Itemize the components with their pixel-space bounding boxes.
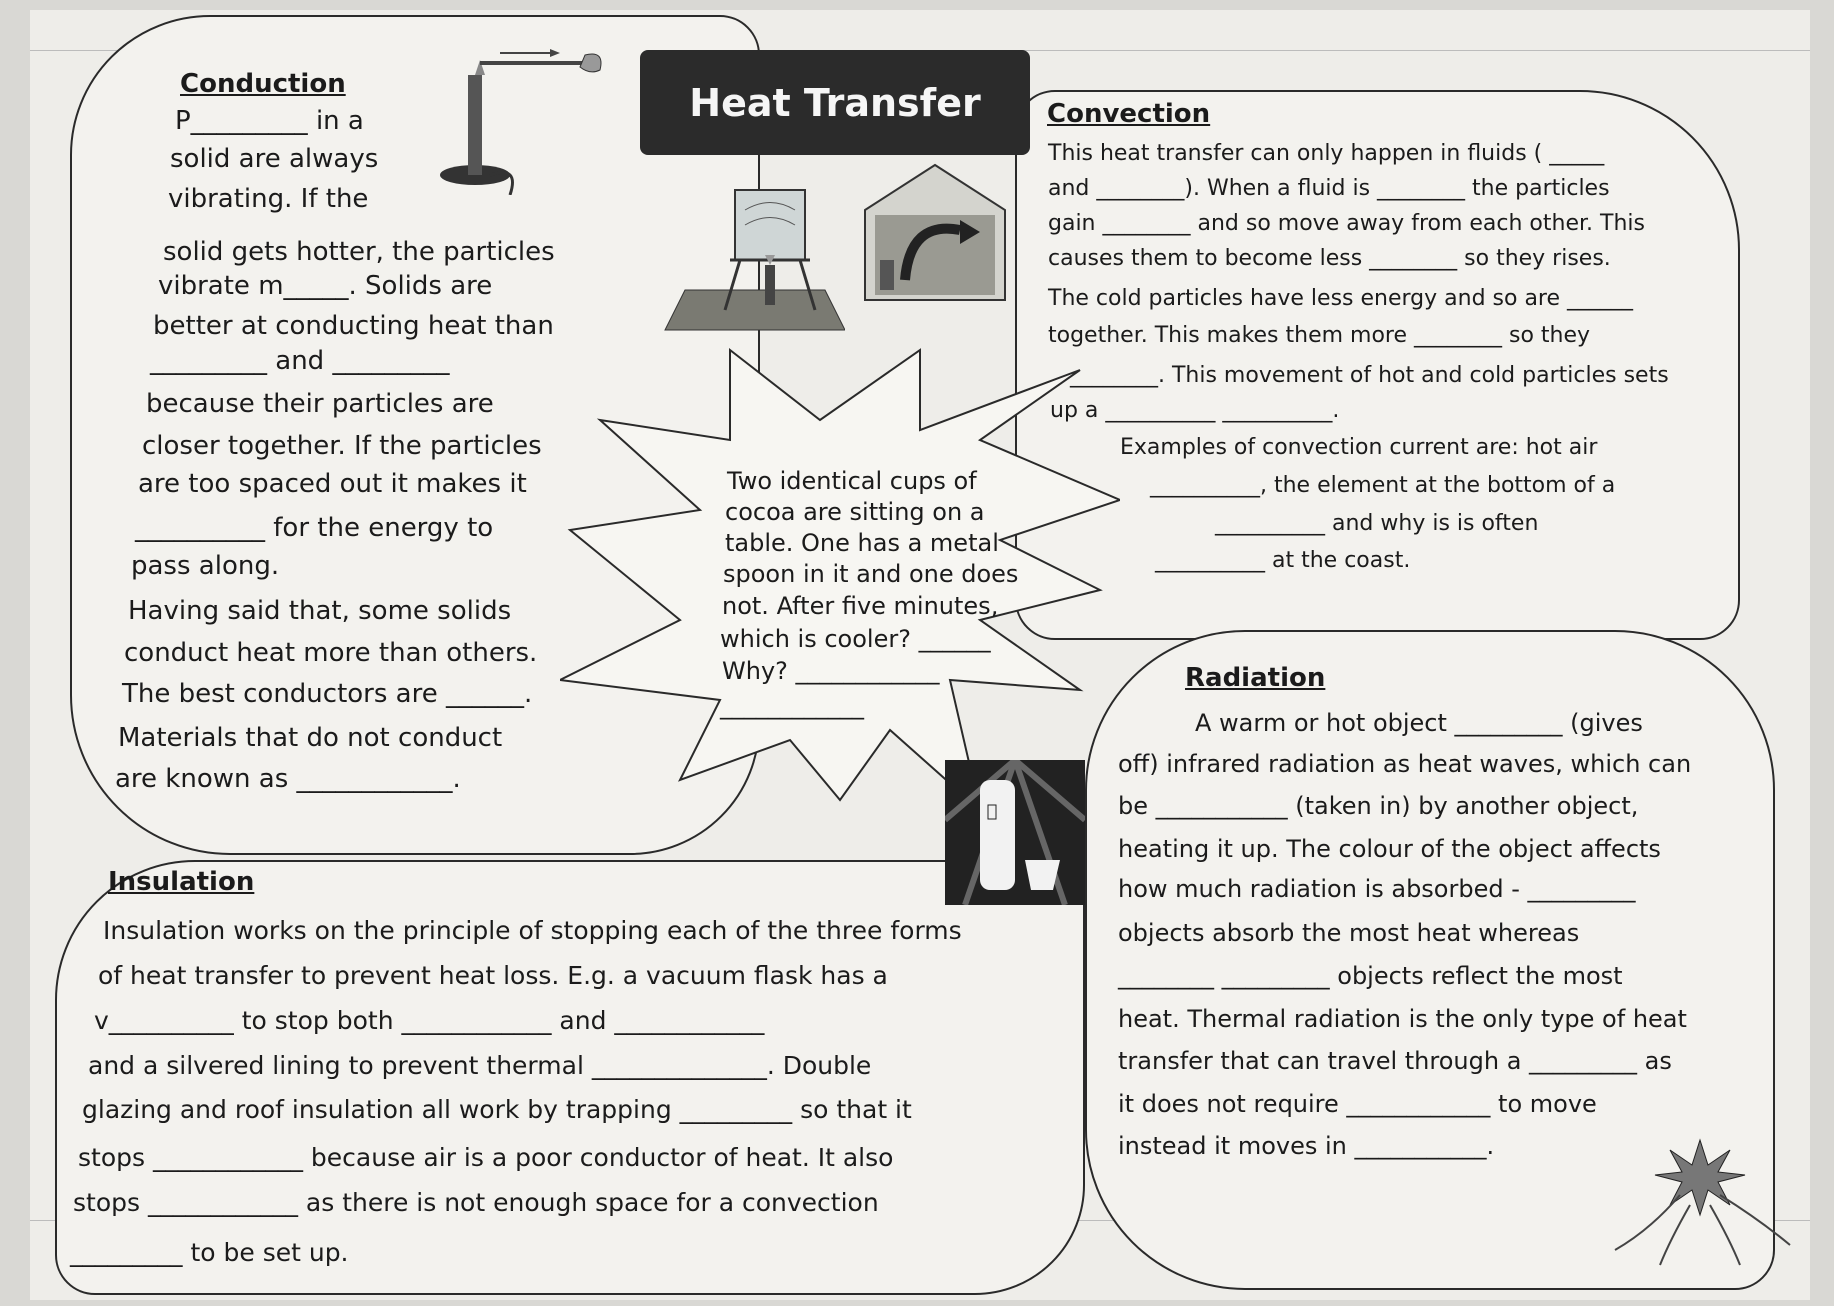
insulation-heading: Insulation	[108, 867, 255, 897]
conduction-line: vibrate m_____. Solids are	[158, 271, 493, 301]
convection-line: __________ at the coast.	[1155, 548, 1411, 573]
conduction-line: because their particles are	[146, 389, 494, 419]
conduction-line: better at conducting heat than	[153, 311, 554, 341]
radiation-line: how much radiation is absorbed - _________	[1118, 875, 1636, 903]
conduction-line: __________ for the energy to	[135, 513, 494, 543]
question-line: cocoa are sitting on a	[725, 498, 985, 526]
question-line: which is cooler? ______	[720, 625, 991, 653]
insulation-line: v__________ to stop both ____________ and ____________	[94, 1006, 765, 1035]
convection-line: __________ and why is is often	[1215, 511, 1539, 536]
convection-line: __________, the element at the bottom of a	[1150, 473, 1616, 498]
radiating-sun-icon	[1600, 1120, 1800, 1270]
vacuum-flask-icon	[945, 760, 1085, 905]
convection-heading: Convection	[1047, 99, 1211, 129]
convection-line: gain ________ and so move away from each other. This	[1048, 211, 1645, 236]
conduction-line: _________ and _________	[150, 346, 450, 376]
conduction-line: conduct heat more than others.	[124, 638, 538, 668]
radiation-line: instead it moves in ___________.	[1118, 1132, 1495, 1160]
insulation-line: stops ____________ as there is not enough space for a convection	[73, 1188, 879, 1217]
convection-line: together. This makes them more ________ so they	[1048, 323, 1591, 348]
conduction-line: pass along.	[131, 551, 280, 581]
insulation-line: stops ____________ because air is a poor conductor of heat. It also	[78, 1143, 894, 1172]
convection-line: and ________). When a fluid is ________ the particles	[1048, 176, 1610, 201]
insulation-line: and a silvered lining to prevent thermal ______________. Double	[88, 1051, 872, 1080]
insulation-line: of heat transfer to prevent heat loss. E.g. a vacuum flask has a	[98, 961, 888, 990]
convection-line: ________. This movement of hot and cold particles sets	[1070, 363, 1669, 388]
radiation-line: be ___________ (taken in) by another object,	[1118, 792, 1639, 820]
radiation-line: it does not require ____________ to move	[1118, 1090, 1597, 1118]
conduction-line: P_________ in a	[175, 106, 364, 136]
insulation-line: _________ to be set up.	[70, 1238, 349, 1267]
room-convection-icon	[860, 160, 1010, 310]
convection-line: This heat transfer can only happen in fluids ( _____	[1048, 141, 1605, 166]
conduction-line: Having said that, some solids	[128, 596, 512, 626]
conduction-line: closer together. If the particles	[142, 431, 542, 461]
conduction-line: are too spaced out it makes it	[138, 469, 527, 499]
radiation-line: transfer that can travel through a _________ as	[1118, 1047, 1672, 1075]
conduction-line: vibrating. If the	[168, 184, 369, 214]
question-line: spoon in it and one does	[723, 560, 1019, 588]
conduction-line: The best conductors are ______.	[122, 679, 533, 709]
radiation-line: ________ _________ objects reflect the most	[1118, 962, 1623, 990]
question-line: Why? ____________	[722, 657, 940, 685]
convection-line: causes them to become less ________ so they rises.	[1048, 246, 1611, 271]
page-title: Heat Transfer	[640, 50, 1030, 155]
insulation-line: glazing and roof insulation all work by trapping _________ so that it	[82, 1095, 912, 1124]
conduction-line: are known as ____________.	[115, 764, 461, 794]
convection-line: up a __________ __________.	[1050, 398, 1340, 423]
radiation-line: off) infrared radiation as heat waves, which can	[1118, 750, 1692, 778]
radiation-line: A warm or hot object _________ (gives	[1195, 709, 1643, 737]
conduction-line: solid gets hotter, the particles	[163, 237, 555, 267]
bunsen-burner-icon	[420, 45, 620, 195]
conduction-line: Materials that do not conduct	[118, 723, 503, 753]
heated-beaker-icon	[655, 170, 845, 340]
question-line: table. One has a metal	[725, 529, 999, 557]
question-line: Two identical cups of	[727, 467, 977, 495]
question-line: not. After five minutes,	[722, 592, 999, 620]
radiation-line: heat. Thermal radiation is the only type of heat	[1118, 1005, 1687, 1033]
conduction-heading: Conduction	[180, 69, 346, 99]
radiation-line: heating it up. The colour of the object affects	[1118, 835, 1661, 863]
insulation-line: Insulation works on the principle of stopping each of the three forms	[103, 916, 962, 945]
convection-line: Examples of convection current are: hot air	[1120, 435, 1598, 460]
conduction-line: solid are always	[170, 144, 379, 174]
convection-line: The cold particles have less energy and so are ______	[1048, 286, 1634, 311]
radiation-heading: Radiation	[1185, 663, 1326, 693]
question-line: ____________	[720, 692, 864, 720]
radiation-line: objects absorb the most heat whereas	[1118, 919, 1580, 947]
